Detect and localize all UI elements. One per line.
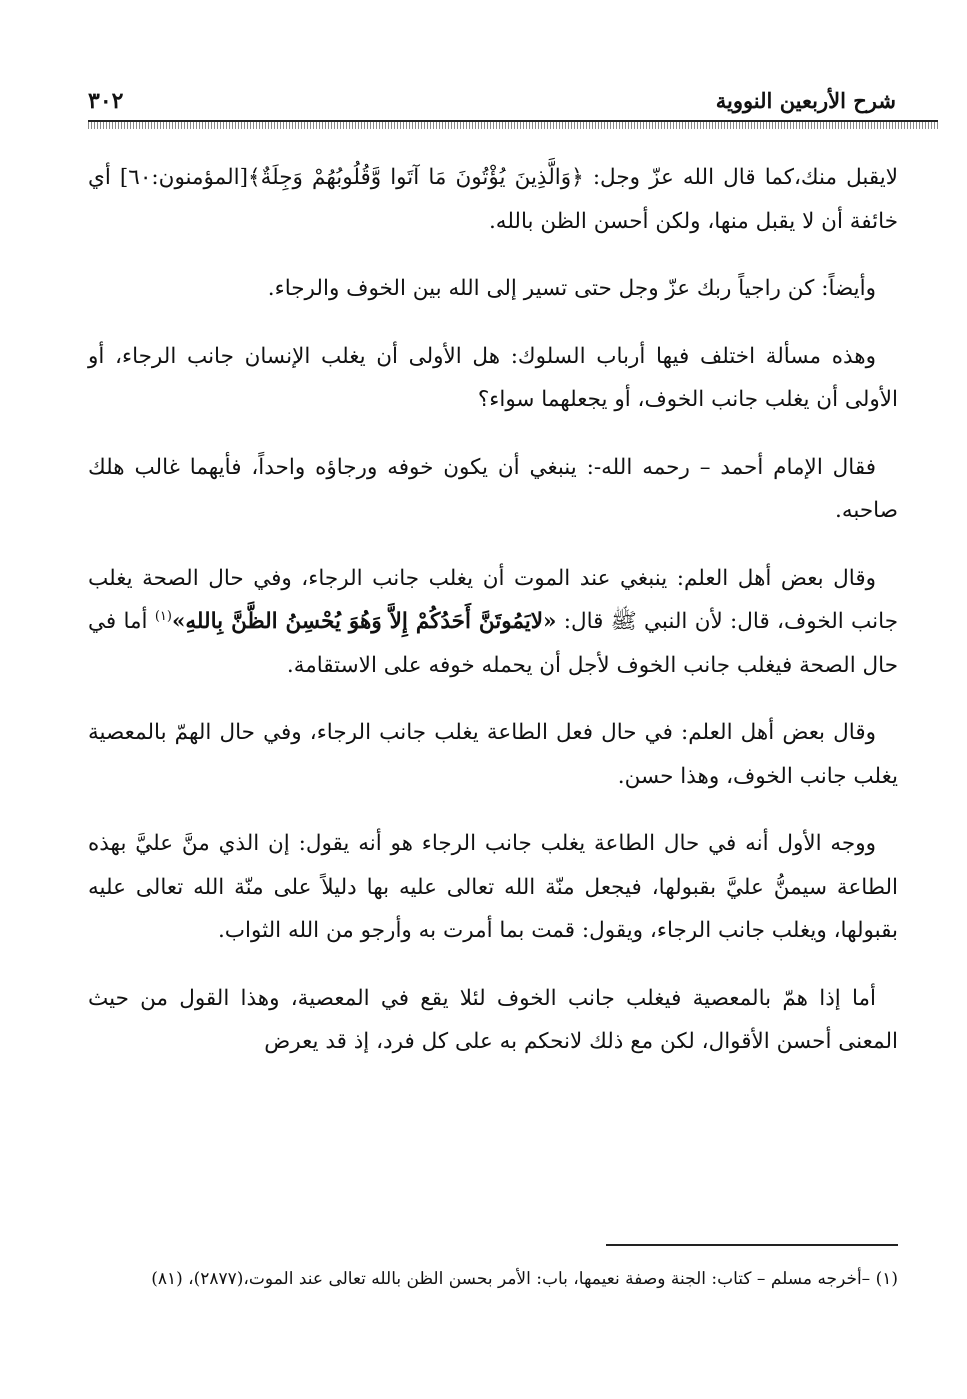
- footnote-marker[interactable]: (١): [154, 608, 172, 624]
- page-header: [88, 84, 896, 120]
- header-rule: [88, 120, 938, 129]
- paragraph-7: ووجه الأول أنه في حال الطاعة يغلب جانب الرجاء هو أنه يقول: إن الذي منَّ عليَّ بهذه الطاعة سيمنُّ عليَّ بقبولها، فيجعل منّة الله تعالى عليه بها دليلاً على منّة الله تعالى عليه بقبولها، ويغلب جانب الرجاء، ويقول: قمت بما أمرت به وأرجو من الله الثواب.: [88, 831, 898, 943]
- footnote: (١) –أخرجه مسلم – كتاب: الجنة وصفة نعيمها، باب: الأمر بحسن الظن بالله تعالى عند الموت،(٢٨٧٧)، (٨١): [151, 1269, 898, 1289]
- paragraph-5-intro: وقال بعض أهل العلم: ينبغي عند الموت أن يغلب جانب الرجاء، وفي حال الصحة يغلب جانب الخوف، قال: لأن النبي ﷺ قال:: [88, 565, 898, 634]
- paragraph-5: [88, 557, 898, 688]
- paragraph-5-rest: أما في حال الصحة فيغلب جانب الخوف لأجل أن يحمله خوفه على الاستقامة.: [88, 609, 898, 678]
- paragraph-1: [88, 156, 898, 243]
- paragraph-4: فقال الإمام أحمد – رحمه الله-: ينبغي أن يكون خوفه ورجاؤه واحداً، فأيهما غالب هلك صاحبه.: [88, 454, 898, 523]
- body-text: [88, 156, 898, 1088]
- hadith-quote: «لايَمُوتَنَّ أَحَدُكُمْ إِلاَّ وَهُوَ يُحْسِنُ الظَّنَّ بِاللهِ»: [171, 609, 557, 634]
- paragraph-6: وقال بعض أهل العلم: في حال فعل الطاعة يغلب جانب الرجاء، وفي حال الهمّ بالمعصية يغلب جانب الخوف، وهذا حسن.: [88, 720, 898, 789]
- book-title: شرح الأربعين النووية: [715, 88, 896, 113]
- paragraph-1-intro: لايقبل منك،كما قال الله عزّ وجل:: [583, 165, 898, 190]
- paragraph-8: أما إذا همّ بالمعصية فيغلب جانب الخوف لئلا يقع في المعصية، وهذا القول من حيث المعنى أحسن الأقوال، لكن مع ذلك لانحكم به على كل فرد، إذ قد يعرض: [88, 985, 898, 1054]
- paragraph-3: وهذه مسألة اختلف فيها أرباب السلوك: هل الأولى أن يغلب الإنسان جانب الرجاء، أو الأولى أن يغلب جانب الخوف، أو يجعلهما سواء؟: [88, 343, 898, 412]
- page-number: ٣٠٢: [88, 88, 124, 114]
- footnote-rule: [606, 1244, 898, 1246]
- paragraph-1-rest: [المؤمنون:٦٠] أي خائفة أن لا يقبل منها، ولكن أحسن الظن بالله.: [88, 165, 898, 234]
- quran-verse: ﴿وَالَّذِينَ يُؤْتُونَ مَا آتَوا وَّقُلُوبُهُمْ وَجِلَةٌ﴾: [248, 165, 584, 190]
- paragraph-2: وأيضاً: كن راجياً ربك عزّ وجل حتى تسير إلى الله بين الخوف والرجاء.: [267, 276, 876, 301]
